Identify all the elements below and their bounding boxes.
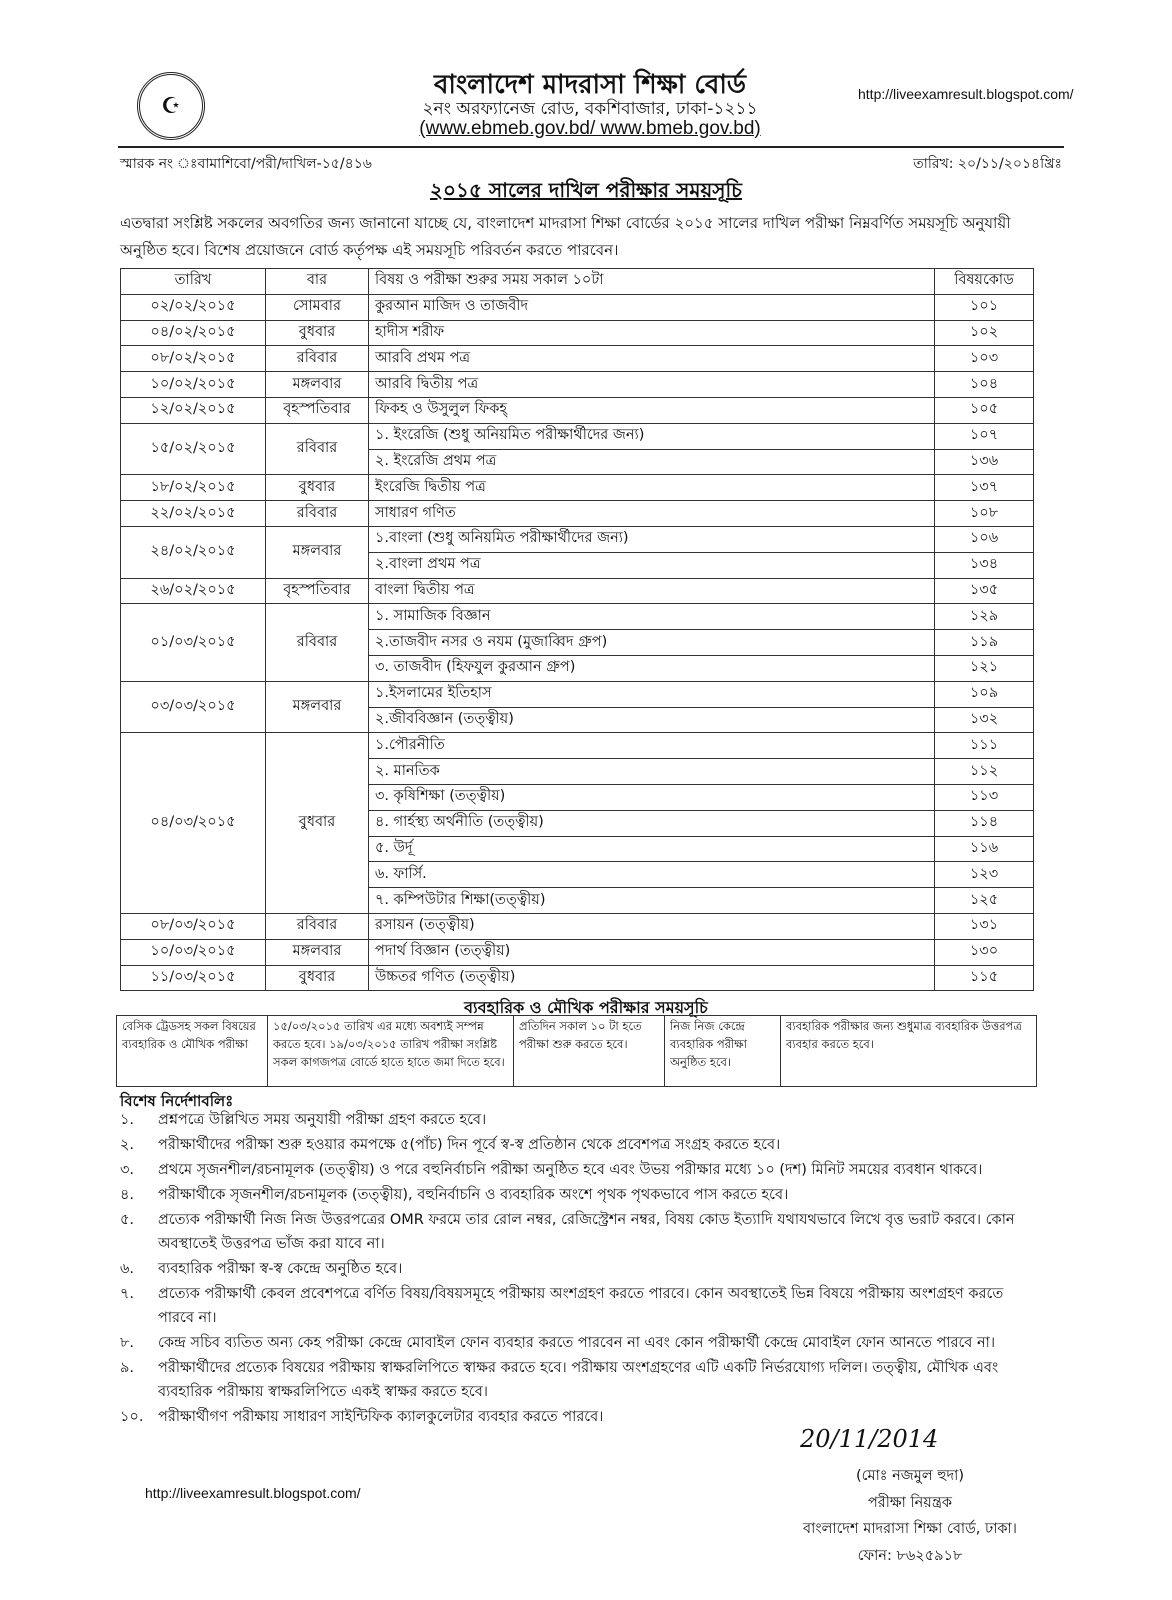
board-name: বাংলাদেশ মাদরাসা শিক্ষা বোর্ড xyxy=(433,70,747,100)
subject-code: ১১৫ xyxy=(935,965,1034,991)
subject-code: ১১৯ xyxy=(935,630,1034,656)
exam-date: ০৮/০২/২০১৫ xyxy=(121,346,266,372)
office-phone: ফোন: ৮৬২৫৯১৮ xyxy=(857,1548,963,1564)
subject-name: হাদীস শরীফ xyxy=(369,320,935,346)
exam-date: ০১/০৩/২০১৫ xyxy=(121,604,266,681)
instruction-number: ৬. xyxy=(120,1261,135,1277)
subject-name: ইংরেজি দ্বিতীয় পত্র xyxy=(369,475,935,501)
exam-date: ১০/০৩/২০১৫ xyxy=(121,939,266,965)
subject-code: ১১৩ xyxy=(935,784,1034,810)
instruction-text: প্রত্যেক পরীক্ষার্থী কেবল প্রবেশপত্রে বর্ণিত বিষয়/বিষয়সমূহে পরীক্ষায় অংশগ্রহণ করতে পারবে। কোন অবস্থাতেই ভিন্ন বিষয়ে পরীক্ষায় অংশগ্রহণ করতে পারবে না। xyxy=(158,1286,1004,1326)
table-row xyxy=(121,423,1034,449)
subject-name: আরবি দ্বিতীয় পত্র xyxy=(369,372,935,398)
header-divider xyxy=(118,146,1064,148)
subject-name: ১. ইংরেজি (শুধু অনিয়মিত পরীক্ষার্থীদের জন্য) xyxy=(369,423,935,449)
practical-cell: বেসিক ট্রেডসহ সকল বিষয়ের ব্যবহারিক ও মৌখিক পরীক্ষা xyxy=(117,1016,268,1087)
subject-name: ১.পৌরনীতি xyxy=(369,733,935,759)
page-title: ২০১৫ সালের দাখিল পরীক্ষার সময়সূচি xyxy=(430,178,742,202)
exam-day: সোমবার xyxy=(266,294,369,320)
exam-day: বুধবার xyxy=(266,320,369,346)
exam-day: মঙ্গলবার xyxy=(266,939,369,965)
subject-code: ১১৬ xyxy=(935,836,1034,862)
instructions-title: বিশেষ নির্দেশাবলিঃ xyxy=(120,1092,234,1110)
practical-cell: ১৫/০৩/২০১৫ তারিখ এর মধ্যে অবশ্যই সম্পন্ন করতে হবে। ১৯/০৩/২০১৫ তারিখ পরীক্ষা সংশ্লিষ্ট সকল কাগজপত্র বোর্ডে হাতে হাতে জমা দিতে হবে। xyxy=(268,1016,514,1087)
subject-code: ১২৩ xyxy=(935,862,1034,888)
instruction-text: পরীক্ষার্থীদের প্রত্যেক বিষয়ের পরীক্ষায় স্বাক্ষরলিপিতে স্বাক্ষর করতে হবে। পরীক্ষায় অংশগ্রহণের এটি একটি নির্ভরযোগ্য দলিল। তত্ত্বীয়, মৌখিক এবং ব্যবহারিক পরীক্ষায় স্বাক্ষরলিপিতে একই স্বাক্ষর করতে হবে। xyxy=(158,1360,999,1400)
subject-name: ২.বাংলা প্রথম পত্র xyxy=(369,552,935,578)
practical-title: ব্যবহারিক ও মৌখিক পরীক্ষার সময়সূচি xyxy=(464,998,708,1017)
exam-day: মঙ্গলবার xyxy=(266,526,369,578)
board-seal-logo: ☪ xyxy=(137,72,205,140)
subject-code: ১৩৫ xyxy=(935,578,1034,604)
instruction-text: পরীক্ষার্থীকে সৃজনশীল/রচনামূলক (তত্ত্বীয়), বহুনির্বাচনি ও ব্যবহারিক অংশে পৃথক পৃথকভাবে পাস করতে হবে। xyxy=(158,1187,789,1203)
table-row xyxy=(121,320,1034,346)
exam-date: ১৫/০২/২০১৫ xyxy=(121,423,266,475)
subject-code: ১২১ xyxy=(935,655,1034,681)
exam-date: ১২/০২/২০১৫ xyxy=(121,397,266,423)
instruction-item xyxy=(120,1133,1040,1157)
instruction-text: প্রশ্নপত্রে উল্লিখিত সময় অনুযায়ী পরীক্ষা গ্রহণ করতে হবে। xyxy=(158,1112,487,1128)
practical-schedule-table xyxy=(116,1015,1037,1087)
instruction-number: ৯. xyxy=(120,1360,135,1376)
subject-code: ১২৫ xyxy=(935,888,1034,914)
instruction-number: ৮. xyxy=(120,1335,135,1351)
exam-day: রবিবার xyxy=(266,913,369,939)
instruction-item xyxy=(120,1208,1040,1256)
instruction-item xyxy=(120,1257,1040,1281)
instruction-number: ৩. xyxy=(120,1162,135,1178)
subject-code: ১৩১ xyxy=(935,913,1034,939)
table-header-row xyxy=(121,269,1034,295)
signatory-name: (মোঃ নজমুল হুদা) xyxy=(856,1468,964,1484)
column-header: তারিখ xyxy=(121,269,266,295)
subject-name: ফিকহ ও উসুলুল ফিকহ্ xyxy=(369,397,935,423)
table-row xyxy=(121,346,1034,372)
table-row xyxy=(121,397,1034,423)
subject-name: ৪. গার্হস্থ্য অর্থনীতি (তত্ত্বীয়) xyxy=(369,810,935,836)
subject-code: ১২৯ xyxy=(935,604,1034,630)
exam-date: ০২/০২/২০১৫ xyxy=(121,294,266,320)
subject-code: ১৩০ xyxy=(935,939,1034,965)
exam-day: রবিবার xyxy=(266,423,369,475)
exam-date: ২২/০২/২০১৫ xyxy=(121,501,266,527)
column-header: বার xyxy=(266,269,369,295)
instruction-text: ব্যবহারিক পরীক্ষা স্ব-স্ব কেন্দ্রে অনুষ্ঠিত হবে। xyxy=(158,1261,403,1277)
exam-date: ০৮/০৩/২০১৫ xyxy=(121,913,266,939)
instruction-text: প্রথমে সৃজনশীল/রচনামূলক (তত্ত্বীয়) ও পরে বহুনির্বাচনি পরীক্ষা অনুষ্ঠিত হবে এবং উভয় পরীক্ষার মধ্যে ১০ (দশ) মিনিট সময়ের ব্যবধান থাকবে। xyxy=(158,1162,983,1178)
instruction-text: পরীক্ষার্থীদের পরীক্ষা শুরু হওয়ার কমপক্ষে ৫(পাঁচ) দিন পূর্বে স্ব-স্ব প্রতিষ্ঠান থেকে প্রবেশপত্র সংগ্রহ করতে হবে। xyxy=(158,1137,781,1153)
blog-url-top[interactable]: http://liveexamresult.blogspot.com/ xyxy=(858,86,1074,102)
exam-date: ২৪/০২/২০১৫ xyxy=(121,526,266,578)
column-header: বিষয়কোড xyxy=(935,269,1034,295)
instruction-item xyxy=(120,1108,1040,1132)
exam-date: ০৩/০৩/২০১৫ xyxy=(121,681,266,733)
subject-name: পদার্থ বিজ্ঞান (তত্ত্বীয়) xyxy=(369,939,935,965)
table-row xyxy=(121,965,1034,991)
table-row xyxy=(121,604,1034,630)
subject-name: কুরআন মাজিদ ও তাজবীদ xyxy=(369,294,935,320)
exam-day: মঙ্গলবার xyxy=(266,372,369,398)
subject-name: ২. মানতিক xyxy=(369,759,935,785)
subject-code: ১৩৪ xyxy=(935,552,1034,578)
table-row xyxy=(121,526,1034,552)
instruction-item xyxy=(120,1158,1040,1182)
signatory-office: বাংলাদেশ মাদরাসা শিক্ষা বোর্ড, ঢাকা। xyxy=(803,1521,1017,1537)
subject-code: ১০৪ xyxy=(935,372,1034,398)
exam-day: বৃহস্পতিবার xyxy=(266,397,369,423)
subject-code: ১০৯ xyxy=(935,681,1034,707)
subject-name: ৩. তাজবীদ (হিফযুল কুরআন গ্রুপ) xyxy=(369,655,935,681)
table-row xyxy=(121,475,1034,501)
subject-code: ১০৫ xyxy=(935,397,1034,423)
exam-date: ১৮/০২/২০১৫ xyxy=(121,475,266,501)
instruction-number: ১. xyxy=(120,1112,135,1128)
subject-name: ১.বাংলা (শুধু অনিয়মিত পরীক্ষার্থীদের জন্য) xyxy=(369,526,935,552)
exam-day: রবিবার xyxy=(266,501,369,527)
instruction-number: ৭. xyxy=(120,1286,135,1302)
exam-day: মঙ্গলবার xyxy=(266,681,369,733)
exam-date: ২৬/০২/২০১৫ xyxy=(121,578,266,604)
subject-name: ৭. কম্পিউটার শিক্ষা(তত্ত্বীয়) xyxy=(369,888,935,914)
table-row xyxy=(121,578,1034,604)
exam-schedule-table xyxy=(120,268,1034,991)
practical-cell: প্রতিদিন সকাল ১০ টা হতে পরীক্ষা শুরু করতে হবে। xyxy=(514,1016,665,1087)
subject-name: ২. ইংরেজি প্রথম পত্র xyxy=(369,449,935,475)
exam-day: রবিবার xyxy=(266,346,369,372)
instruction-text: কেন্দ্র সচিব ব্যতিত অন্য কেহ পরীক্ষা কেন্দ্রে মোবাইল ফোন ব্যবহার করতে পারবেন না এবং কোন পরীক্ষার্থী কেন্দ্রে মোবাইল ফোন আনতে পারবে না। xyxy=(158,1335,996,1351)
subject-code: ১১৪ xyxy=(935,810,1034,836)
exam-date: ০৪/০৩/২০১৫ xyxy=(121,733,266,914)
subject-name: ৫. উর্দূ xyxy=(369,836,935,862)
instruction-number: ৫. xyxy=(120,1212,135,1228)
column-header: বিষয় ও পরীক্ষা শুরুর সময় সকাল ১০টা xyxy=(369,269,935,295)
subject-name: আরবি প্রথম পত্র xyxy=(369,346,935,372)
table-row xyxy=(121,294,1034,320)
signature: 20/11/2014 xyxy=(800,1425,939,1453)
exam-date: ১০/০২/২০১৫ xyxy=(121,372,266,398)
exam-day: বুধবার xyxy=(266,733,369,914)
subject-name: ১.ইসলামের ইতিহাস xyxy=(369,681,935,707)
exam-day: বুধবার xyxy=(266,965,369,991)
instruction-item xyxy=(120,1356,1040,1404)
instruction-item xyxy=(120,1183,1040,1207)
table-row xyxy=(121,372,1034,398)
subject-name: ২.তাজবীদ নসর ও নযম (মুজাব্বিদ গ্রুপ) xyxy=(369,630,935,656)
subject-code: ১০৭ xyxy=(935,423,1034,449)
subject-name: সাধারণ গণিত xyxy=(369,501,935,527)
subject-name: ৬. ফার্সি. xyxy=(369,862,935,888)
instructions-list xyxy=(120,1108,1040,1430)
practical-cell: ব্যবহারিক পরীক্ষার জন্য শুধুমাত্র ব্যবহারিক উত্তরপত্র ব্যবহার করতে হবে। xyxy=(781,1016,1037,1087)
subject-name: উচ্চতর গণিত (তত্ত্বীয়) xyxy=(369,965,935,991)
subject-code: ১৩২ xyxy=(935,707,1034,733)
subject-name: ২.জীববিজ্ঞান (তত্ত্বীয়) xyxy=(369,707,935,733)
instruction-number: ২. xyxy=(120,1137,135,1153)
signatory-designation: পরীক্ষা নিয়ন্ত্রক xyxy=(867,1495,953,1511)
subject-name: রসায়ন (তত্ত্বীয়) xyxy=(369,913,935,939)
exam-date: ০৪/০২/২০১৫ xyxy=(121,320,266,346)
intro-paragraph: এতদ্বারা সংশ্লিষ্ট সকলের অবগতির জন্য জানানো যাচ্ছে যে, বাংলাদেশ মাদরাসা শিক্ষা বোর্ডের ২০১৫ সালের দাখিল পরীক্ষা নিম্নবর্ণিত সময়সূচি অনুযায়ী অনুষ্ঠিত হবে। বিশেষ প্রয়োজনে বোর্ড কর্তৃপক্ষ এই সময়সূচি পরিবর্তন করতে পারবেন। xyxy=(120,214,1011,259)
subject-code: ১১২ xyxy=(935,759,1034,785)
practical-cell: নিজ নিজ কেন্দ্রে ব্যবহারিক পরীক্ষা অনুষ্ঠিত হবে। xyxy=(665,1016,781,1087)
subject-name: ১. সামাজিক বিজ্ঞান xyxy=(369,604,935,630)
exam-day: বৃহস্পতিবার xyxy=(266,578,369,604)
instruction-number: ৪. xyxy=(120,1187,135,1203)
subject-name: বাংলা দ্বিতীয় পত্র xyxy=(369,578,935,604)
subject-code: ১০৬ xyxy=(935,526,1034,552)
table-row xyxy=(121,501,1034,527)
instruction-item xyxy=(120,1331,1040,1355)
table-row xyxy=(121,939,1034,965)
exam-day: রবিবার xyxy=(266,604,369,681)
subject-code: ১১১ xyxy=(935,733,1034,759)
exam-day: বুধবার xyxy=(266,475,369,501)
subject-code: ১০২ xyxy=(935,320,1034,346)
issue-date: তারিখ: ২০/১১/২০১৪খ্রিঃ xyxy=(913,156,1062,172)
table-row xyxy=(121,681,1034,707)
instruction-text: প্রত্যেক পরীক্ষার্থী নিজ নিজ উত্তরপত্রের OMR ফরমে তার রোল নম্বর, রেজিস্ট্রেশন নম্বর, বিষয় কোড ইত্যাদি যথাযথভাবে লিখে বৃত্ত ভরাট করবে। কোন অবস্থাতেই উত্তরপত্র ভাঁজ করা যাবে না। xyxy=(158,1212,1015,1252)
table-row xyxy=(121,913,1034,939)
subject-name: ৩. কৃষিশিক্ষা (তত্ত্বীয়) xyxy=(369,784,935,810)
exam-date: ১১/০৩/২০১৫ xyxy=(121,965,266,991)
memo-number: স্মারক নং ঃবামাশিবো/পরী/দাখিল-১৫/৪১৬ xyxy=(120,156,372,172)
instruction-text: পরীক্ষার্থীগণ পরীক্ষায় সাধারণ সাইন্টিফিক ক্যালকুলেটার ব্যবহার করতে পারবে। xyxy=(158,1409,604,1425)
subject-code: ১৩৬ xyxy=(935,449,1034,475)
instruction-number: ১০. xyxy=(120,1409,144,1425)
subject-code: ১৩৭ xyxy=(935,475,1034,501)
instruction-item xyxy=(120,1282,1040,1330)
board-websites[interactable]: (www.ebmeb.gov.bd/ www.bmeb.gov.bd) xyxy=(419,118,761,139)
board-address: ২নং অরফ্যানেজ রোড, বকশিবাজার, ঢাকা-১২১১ xyxy=(422,99,758,119)
table-row xyxy=(121,733,1034,759)
subject-code: ১০৩ xyxy=(935,346,1034,372)
subject-code: ১০১ xyxy=(935,294,1034,320)
blog-url-bottom[interactable]: http://liveexamresult.blogspot.com/ xyxy=(145,1485,361,1501)
subject-code: ১০৮ xyxy=(935,501,1034,527)
